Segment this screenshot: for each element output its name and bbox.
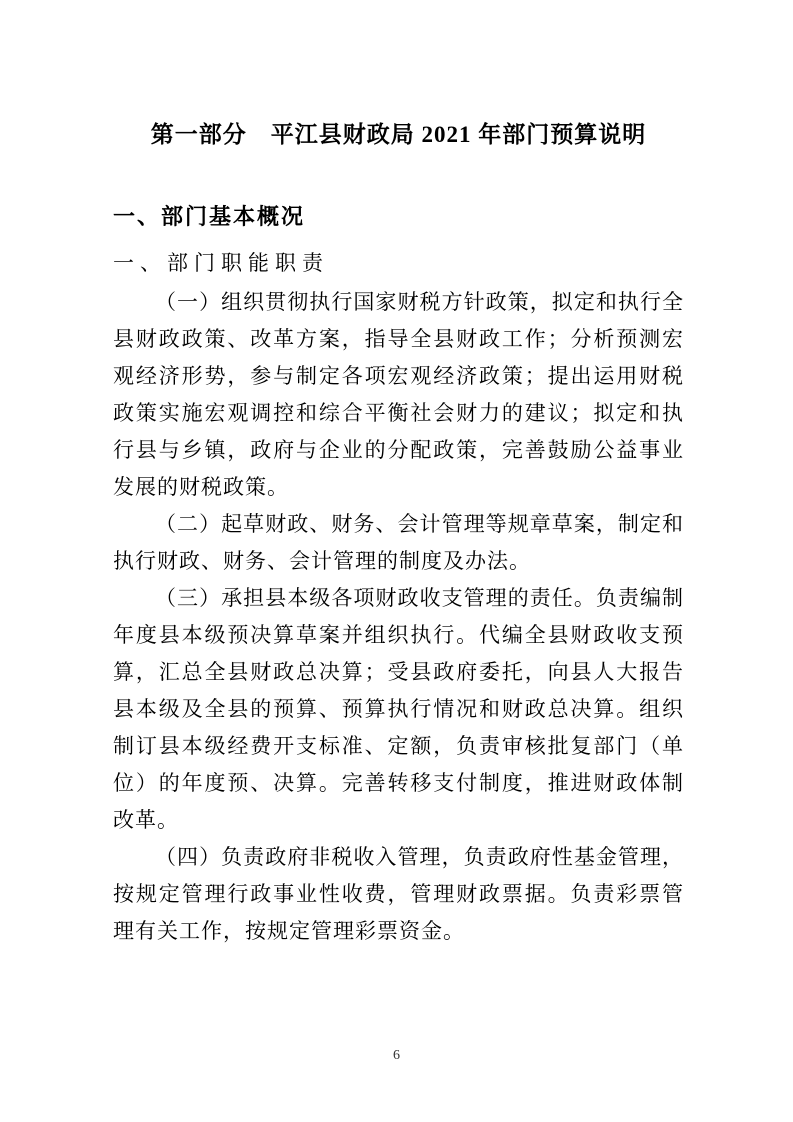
document-title: 第一部分 平江县财政局 2021 年部门预算说明	[150, 122, 647, 147]
paragraph-4: （四）负责政府非税收入管理，负责政府性基金管理，按规定管理行政事业性收费，管理财政票据。负责彩票管理有关工作，按规定管理彩票资金。	[113, 845, 684, 943]
page-number: 6	[393, 1048, 400, 1063]
sub-heading: 一、部门职能职责	[113, 251, 329, 275]
section-heading: 一、部门基本概况	[113, 204, 306, 229]
document-content	[113, 0, 684, 950]
body-text	[113, 284, 684, 950]
paragraph-1: （一）组织贯彻执行国家财税方针政策，拟定和执行全县财政政策、改革方案，指导全县财政工作；分析预测宏观经济形势，参与制定各项宏观经济政策；提出运用财税政策实施宏观调控和综合平衡社会财力的建议；拟定和执行县与乡镇，政府与企业的分配政策，完善鼓励公益事业发展的财税政策。	[113, 290, 684, 499]
paragraph-3: （三）承担县本级各项财政收支管理的责任。负责编制年度县本级预决算草案并组织执行。代编全县财政收支预算，汇总全县财政总决算；受县政府委托，向县人大报告县本级及全县的预算、预算执行情况和财政总决算。组织制订县本级经费开支标准、定额，负责审核批复部门（单位）的年度预、决算。完善转移支付制度，推进财政体制改革。	[113, 586, 684, 832]
paragraph-2: （二）起草财政、财务、会计管理等规章草案，制定和执行财政、财务、会计管理的制度及办法。	[113, 512, 684, 573]
